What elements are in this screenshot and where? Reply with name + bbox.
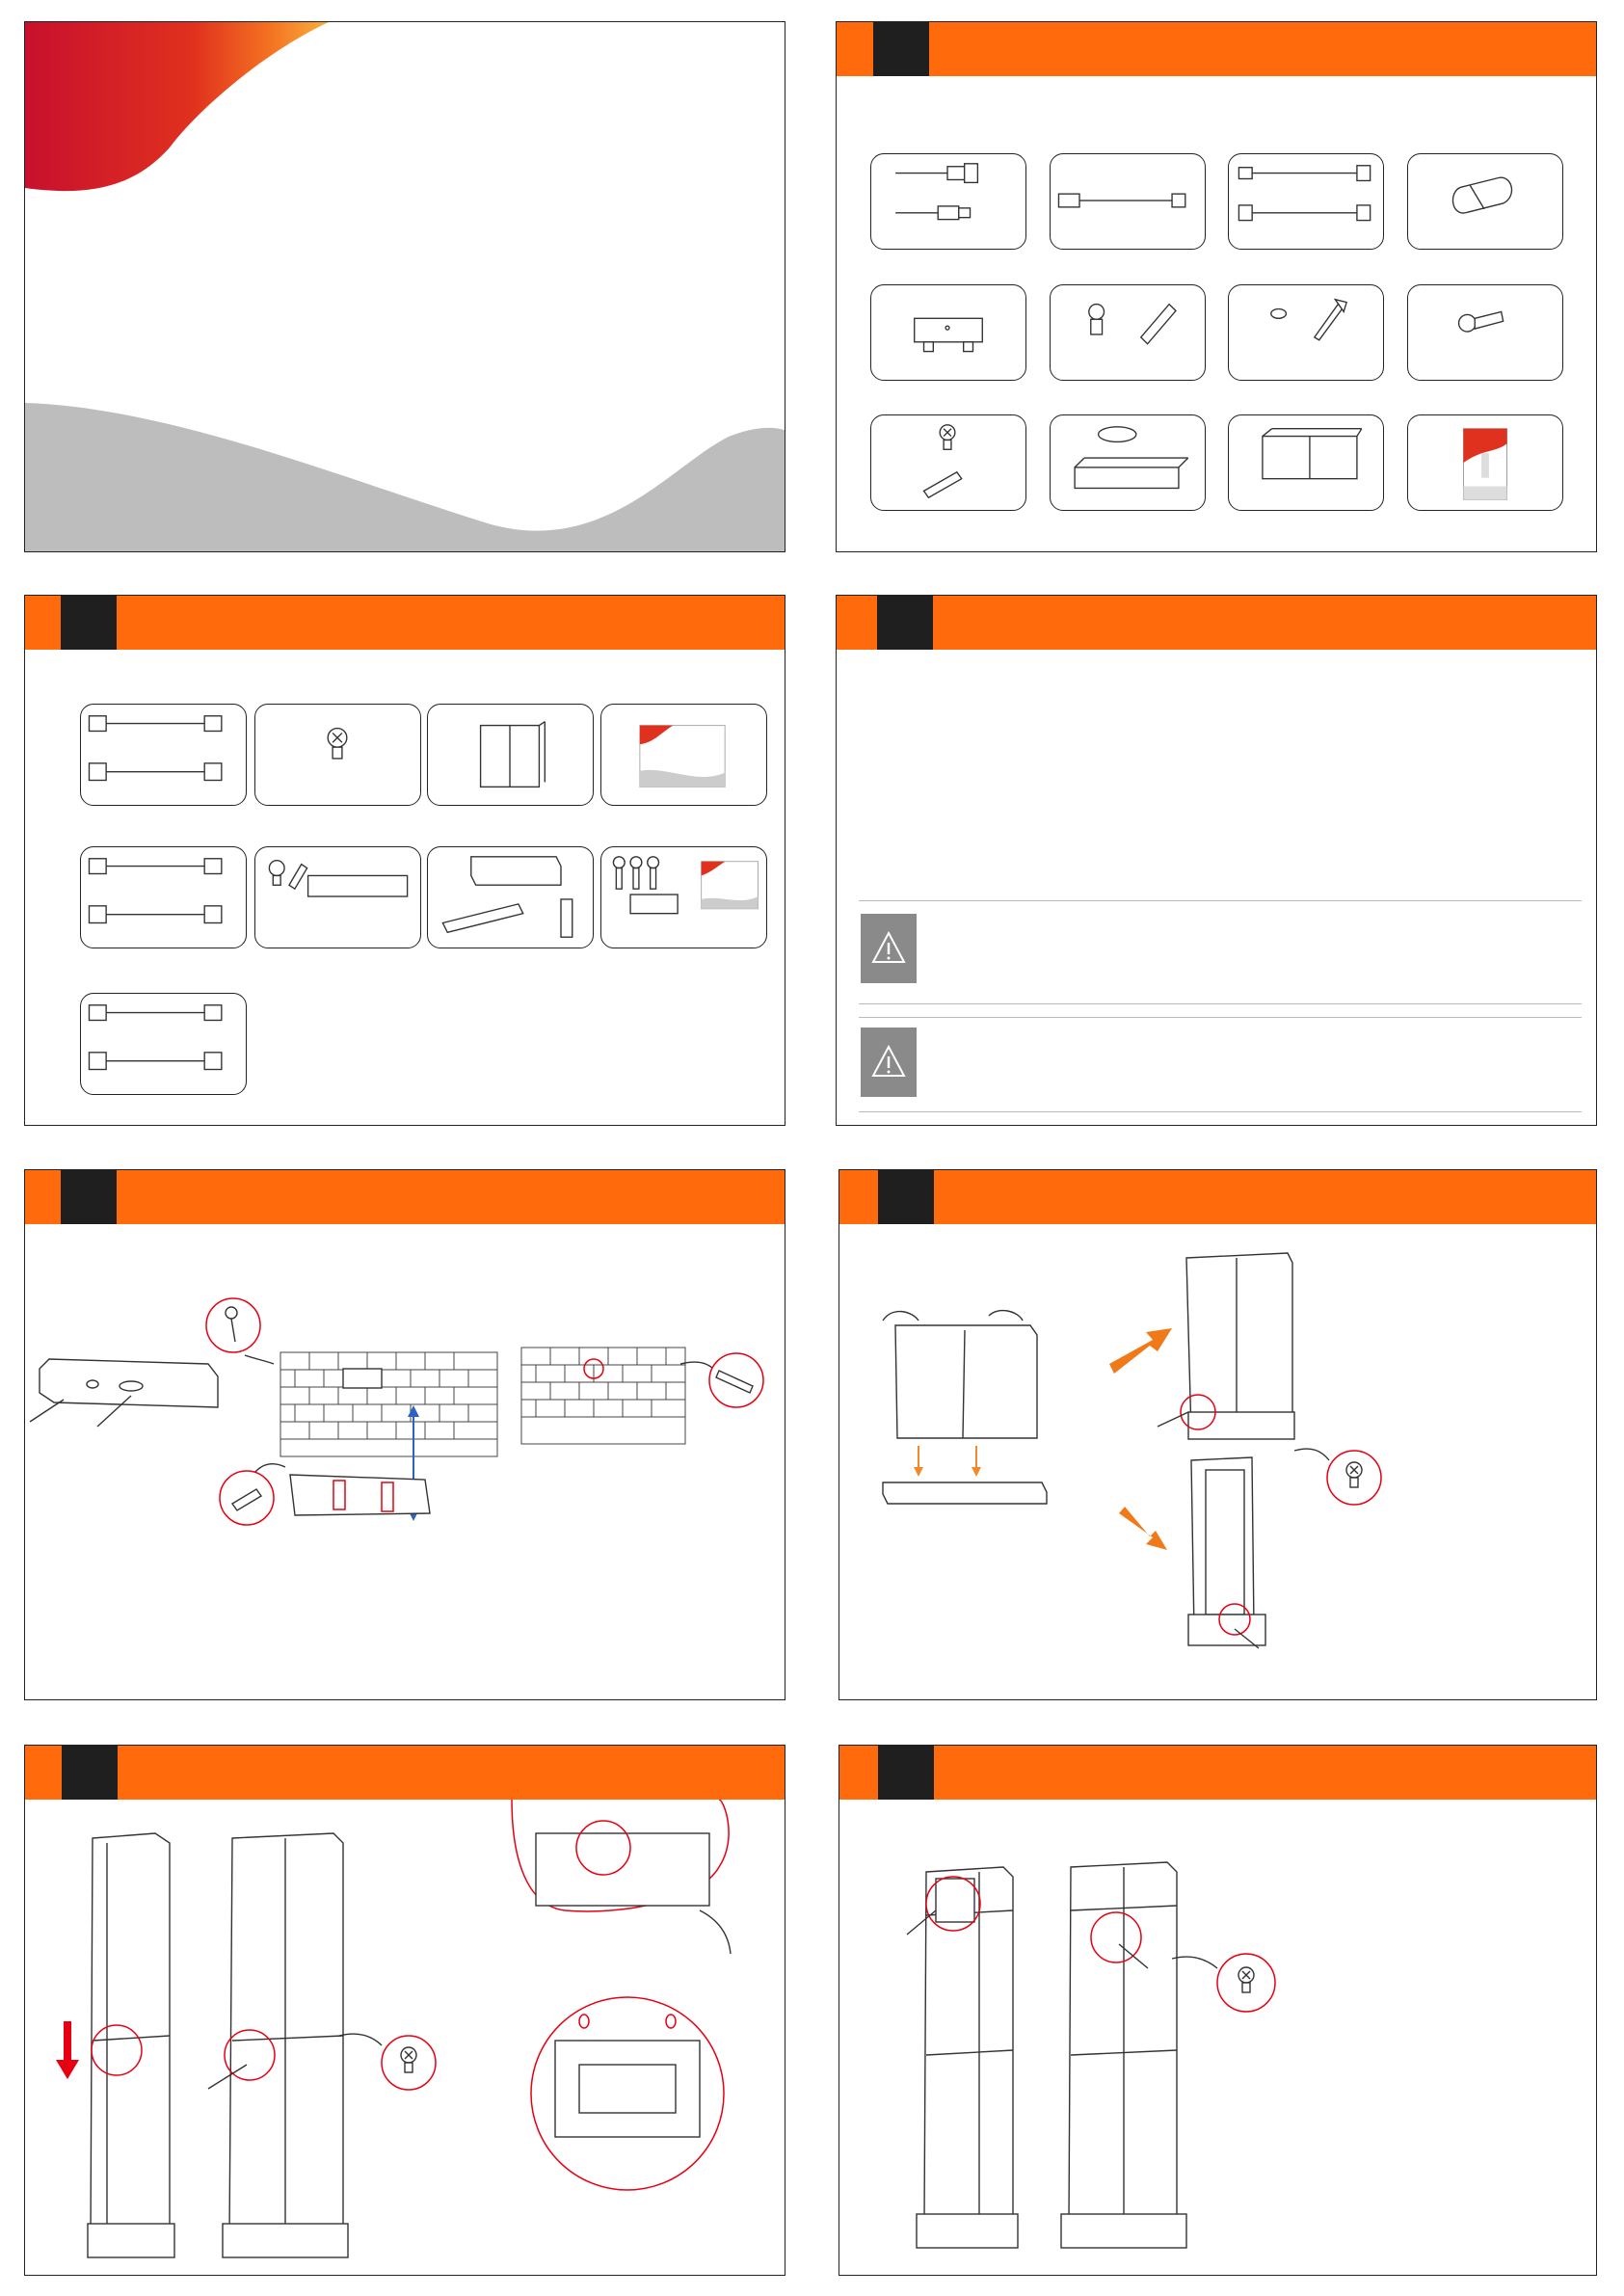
- section-number: [61, 596, 117, 650]
- item-bracket-kit: [427, 846, 594, 948]
- item-communication-cable: [1050, 153, 1206, 250]
- divider: [859, 1017, 1582, 1018]
- section-header-band: [25, 1170, 785, 1224]
- divider: [859, 1003, 1582, 1004]
- item-manual: [600, 704, 767, 806]
- item-cable-set-a: [80, 704, 247, 806]
- item-base-kit: [254, 846, 421, 948]
- section-header-band: [25, 1746, 785, 1800]
- screw-icon: [255, 705, 420, 805]
- screw-icon: [601, 847, 766, 948]
- item-bms-module: [1228, 414, 1384, 511]
- section-header-band: [839, 1170, 1596, 1224]
- screw-icon: [1229, 285, 1383, 380]
- cable-connector-icon: [81, 994, 246, 1094]
- base-mounting-panel: [24, 1169, 785, 1700]
- section-number: [873, 22, 929, 76]
- brick-wall: [280, 1352, 497, 1456]
- item-hardware-kit: [600, 846, 767, 948]
- item-base: [1050, 414, 1206, 511]
- section-header-band: [25, 596, 785, 650]
- cable-connector-icon: [81, 847, 246, 948]
- module-stacking-panel: [24, 1745, 785, 2276]
- cover-artwork: [25, 22, 785, 552]
- divider: [859, 1111, 1582, 1112]
- item-wall-bracket: [870, 284, 1026, 381]
- manual-booklet-icon: [601, 705, 766, 805]
- bms-mounting-panel: [839, 1745, 1597, 2276]
- ring-terminal-icon: [1408, 285, 1562, 380]
- item-ring-terminal: [1407, 284, 1563, 381]
- section-number: [877, 596, 933, 650]
- item-screw: [254, 704, 421, 806]
- warning-triangle-icon: [861, 1028, 917, 1097]
- safety-panel: [836, 595, 1597, 1126]
- item-screws-expansion: [1050, 284, 1206, 381]
- module-mounting-illustration: [839, 1224, 1597, 1700]
- item-battery-module: [427, 704, 594, 806]
- cable-connector-icon: [871, 154, 1025, 249]
- section-header-band: [839, 1746, 1596, 1800]
- warning-triangle-icon: [861, 914, 917, 983]
- manual-booklet-icon: [1408, 415, 1562, 510]
- section-number: [878, 1170, 934, 1224]
- bms-mounting-illustration: [839, 1800, 1597, 2276]
- bms-box-icon: [1229, 415, 1383, 510]
- brick-wall: [521, 1348, 685, 1444]
- section-header-band: [837, 22, 1596, 76]
- optional-accessories-panel: [24, 595, 785, 1126]
- item-cable-set-b: [80, 846, 247, 948]
- cable-connector-icon: [1229, 154, 1383, 249]
- section-header-band: [837, 596, 1596, 650]
- item-ferrite-core: [1407, 153, 1563, 250]
- item-screw-anchor: [870, 414, 1026, 511]
- packing-list-panel: [836, 21, 1597, 552]
- section-number: [62, 1746, 118, 1800]
- section-number: [878, 1746, 934, 1800]
- item-cable-set-c: [80, 993, 247, 1095]
- screw-icon: [206, 1298, 260, 1352]
- screw-icon: [871, 415, 1025, 510]
- base-icon: [255, 847, 420, 948]
- item-manual: [1407, 414, 1563, 511]
- base-icon: [1051, 415, 1205, 510]
- expansion-bolt-icon: [1051, 285, 1205, 380]
- base-mounting-illustration: [25, 1224, 785, 1700]
- section-number: [61, 1170, 117, 1224]
- item-power-cable-pair: [870, 153, 1026, 250]
- module-mounting-panel: [839, 1169, 1597, 1700]
- cover-panel: [24, 21, 785, 552]
- divider: [859, 900, 1582, 901]
- ferrite-clip-icon: [1408, 154, 1562, 249]
- cable-icon: [1051, 154, 1205, 249]
- battery-module-icon: [428, 705, 593, 805]
- bracket-icon: [871, 285, 1025, 380]
- item-bms-cable-pair: [1228, 153, 1384, 250]
- cable-connector-icon: [81, 705, 246, 805]
- bracket-icon: [428, 847, 593, 948]
- module-stacking-illustration: [25, 1800, 785, 2276]
- item-washer-screw: [1228, 284, 1384, 381]
